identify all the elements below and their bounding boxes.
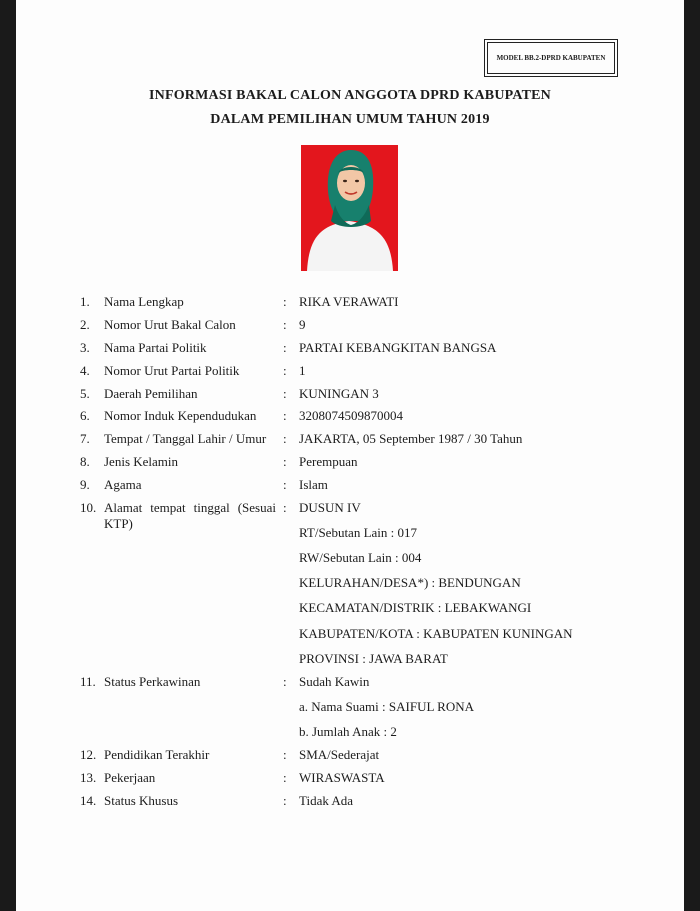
item-value: Tidak Ada	[299, 793, 354, 808]
item-label-line2: KTP)	[104, 516, 133, 531]
children-count: b. Jumlah Anak : 2	[299, 724, 397, 739]
address-dusun: DUSUN IV	[299, 500, 361, 515]
item-value: SMA/Sederajat	[299, 747, 380, 762]
item-colon: :	[283, 674, 287, 689]
item-label: Nomor Induk Kependudukan	[104, 408, 257, 423]
item-label-line1: Alamat tempat tinggal (Sesuai	[104, 500, 276, 515]
item-label: Pendidikan Terakhir	[104, 747, 210, 762]
address-kelurahan: KELURAHAN/DESA*) : BENDUNGAN	[299, 575, 521, 590]
spouse-name: a. Nama Suami : SAIFUL RONA	[299, 699, 475, 714]
item-label: Nama Lengkap	[104, 294, 184, 309]
item-number: 5.	[80, 386, 90, 401]
address-provinsi: PROVINSI : JAWA BARAT	[299, 651, 448, 666]
item-colon: :	[283, 500, 287, 515]
form-model-label: MODEL BB.2-DPRD KABUPATEN	[487, 42, 615, 74]
item-colon: :	[283, 294, 287, 309]
address-rt: RT/Sebutan Lain : 017	[299, 525, 418, 540]
address-rw: RW/Sebutan Lain : 004	[299, 550, 422, 565]
item-number: 13.	[80, 770, 97, 785]
item-colon: :	[283, 747, 287, 762]
item-label: Jenis Kelamin	[104, 454, 179, 469]
item-colon: :	[283, 317, 287, 332]
document-subtitle: DALAM PEMILIHAN UMUM TAHUN 2019	[210, 112, 490, 127]
item-label: Nomor Urut Bakal Calon	[104, 317, 236, 332]
item-number: 12.	[80, 747, 97, 762]
item-label: Daerah Pemilihan	[104, 386, 198, 401]
item-colon: :	[283, 363, 287, 378]
item-value: RIKA VERAWATI	[299, 294, 399, 309]
item-number: 10.	[80, 500, 97, 515]
item-value: WIRASWASTA	[299, 770, 385, 785]
item-value: KUNINGAN 3	[299, 386, 379, 401]
address-kabupaten: KABUPATEN/KOTA : KABUPATEN KUNINGAN	[299, 626, 573, 641]
item-value: 1	[299, 363, 306, 378]
item-number: 7.	[80, 431, 90, 446]
item-number: 11.	[80, 674, 96, 689]
candidate-portrait-image	[301, 145, 398, 271]
item-number: 1.	[80, 294, 90, 309]
item-colon: :	[283, 431, 287, 446]
item-label: Status Perkawinan	[104, 674, 201, 689]
item-label: Status Khusus	[104, 793, 179, 808]
address-kecamatan: KECAMATAN/DISTRIK : LEBAKWANGI	[299, 600, 532, 615]
item-number: 6.	[80, 408, 90, 423]
form-model-badge	[484, 39, 618, 77]
item-number: 4.	[80, 363, 90, 378]
item-number: 2.	[80, 317, 90, 332]
item-value: Islam	[299, 477, 328, 492]
marital-status: Sudah Kawin	[299, 674, 370, 689]
item-value: JAKARTA, 05 September 1987 / 30 Tahun	[299, 431, 523, 446]
item-label: Pekerjaan	[104, 770, 156, 785]
item-value: PARTAI KEBANGKITAN BANGSA	[299, 340, 497, 355]
candidate-photo	[301, 145, 398, 271]
item-value: Perempuan	[299, 454, 358, 469]
item-label: Nama Partai Politik	[104, 340, 207, 355]
item-number: 3.	[80, 340, 90, 355]
item-label: Nomor Urut Partai Politik	[104, 363, 240, 378]
item-colon: :	[283, 340, 287, 355]
item-label: Agama	[104, 477, 142, 492]
item-number: 9.	[80, 477, 90, 492]
item-colon: :	[283, 408, 287, 423]
item-number: 14.	[80, 793, 97, 808]
item-value: 3208074509870004	[299, 408, 403, 423]
document-title: INFORMASI BAKAL CALON ANGGOTA DPRD KABUPATEN	[149, 88, 551, 103]
item-colon: :	[283, 386, 287, 401]
item-colon: :	[283, 477, 287, 492]
item-value: 9	[299, 317, 306, 332]
item-colon: :	[283, 793, 287, 808]
item-label: Tempat / Tanggal Lahir / Umur	[104, 431, 267, 446]
item-colon: :	[283, 454, 287, 469]
item-number: 8.	[80, 454, 90, 469]
item-colon: :	[283, 770, 287, 785]
